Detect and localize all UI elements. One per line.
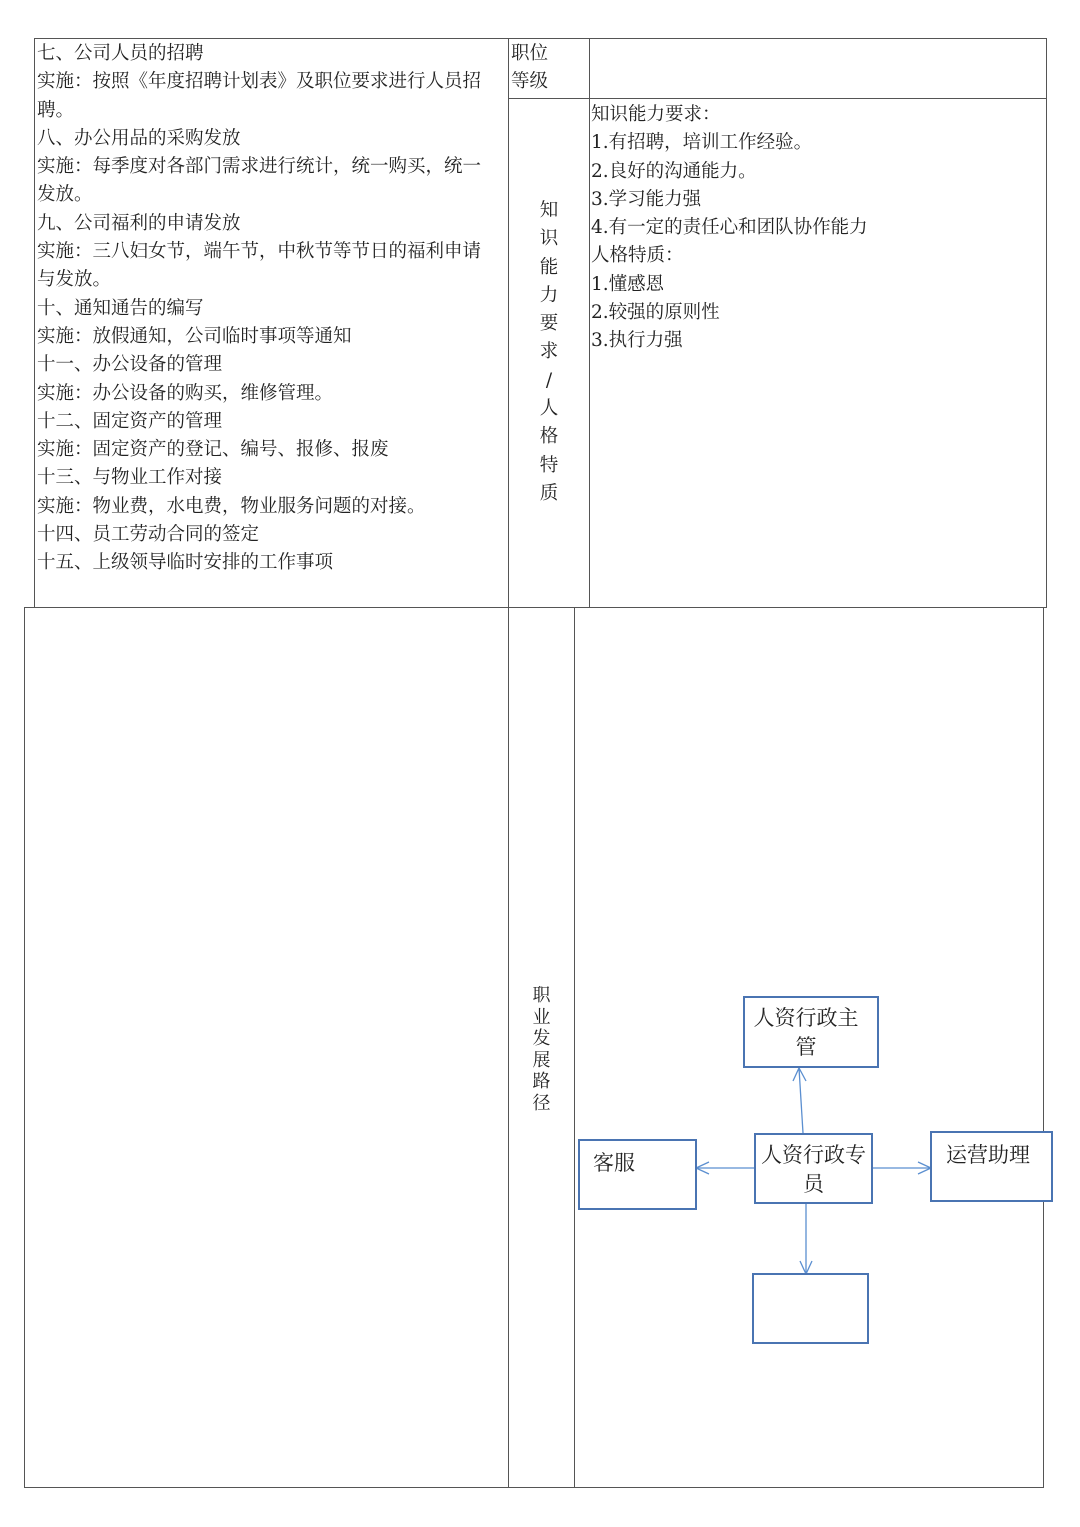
requirement-line: 1.有招聘，培训工作经验。 bbox=[591, 132, 813, 154]
duty-line: 八、办公用品的采购发放 bbox=[37, 127, 241, 149]
requirement-line: 2.良好的沟通能力。 bbox=[591, 160, 757, 182]
career-node-center bbox=[754, 1133, 873, 1204]
duty-line: 十一、办公设备的管理 bbox=[37, 354, 223, 376]
requirement-line: 3.学习能力强 bbox=[591, 188, 702, 210]
career-node-right-label: 运营助理 bbox=[946, 1143, 1030, 1167]
requirements-label-char: 格 bbox=[539, 426, 559, 448]
requirements-label-char: 识 bbox=[539, 228, 559, 250]
career-node-center-label: 人资行政专员 bbox=[761, 1143, 866, 1196]
requirement-line: 2.较强的原则性 bbox=[591, 302, 720, 324]
duty-line: 实施：办公设备的购买，维修管理。 bbox=[37, 382, 334, 404]
duty-line: 实施：每季度对各部门需求进行统计，统一购买，统一 bbox=[37, 156, 482, 178]
requirements-label-char: 特 bbox=[539, 454, 559, 476]
duty-line: 实施：放假通知，公司临时事项等通知 bbox=[37, 325, 352, 347]
duty-line: 十、通知通告的编写 bbox=[37, 297, 204, 319]
career-node-up-label: 人资行政主管 bbox=[753, 1006, 859, 1059]
duty-line: 聘。 bbox=[37, 99, 75, 121]
requirements-label-char: 能 bbox=[539, 256, 559, 278]
duty-line: 七、公司人员的招聘 bbox=[37, 43, 204, 64]
career-node-up bbox=[743, 996, 879, 1068]
duty-line: 十四、员工劳动合同的签定 bbox=[37, 524, 260, 546]
requirement-line: 1.懂感恩 bbox=[591, 273, 665, 295]
requirement-line: 3.执行力强 bbox=[591, 330, 683, 352]
requirements-label-char: 力 bbox=[539, 284, 559, 306]
duty-line: 实施：固定资产的登记、编号、报修、报废 bbox=[37, 439, 389, 461]
career-label-char: 路 bbox=[532, 1071, 551, 1092]
duty-line: 实施：三八妇女节，端午节，中秋节等节日的福利申请 bbox=[37, 241, 482, 263]
career-label-char: 径 bbox=[532, 1092, 551, 1114]
requirement-line: 知识能力要求： bbox=[591, 104, 721, 125]
career-label-char: 业 bbox=[532, 1006, 551, 1028]
duty-line: 发放。 bbox=[37, 184, 93, 206]
duty-line: 九、公司福利的申请发放 bbox=[37, 212, 241, 234]
requirement-line: 人格特质： bbox=[591, 245, 684, 267]
duty-line: 与发放。 bbox=[37, 269, 112, 291]
career-label-char: 职 bbox=[532, 985, 551, 1006]
level-label-line: 等级 bbox=[511, 71, 549, 93]
requirements-label-char: 求 bbox=[539, 341, 559, 363]
career-node-right bbox=[930, 1131, 1053, 1202]
requirements-label-char: / bbox=[545, 369, 553, 391]
requirements-label-char: 要 bbox=[539, 313, 559, 335]
duty-line: 十五、上级领导临时安排的工作事项 bbox=[37, 552, 334, 574]
requirements-label-char: 人 bbox=[539, 398, 559, 420]
career-label-char: 展 bbox=[532, 1049, 551, 1071]
requirements-label-char: 知 bbox=[539, 200, 559, 221]
career-node-left bbox=[578, 1139, 697, 1210]
requirement-line: 4.有一定的责任心和团队协作能力 bbox=[591, 217, 868, 239]
duty-line: 十二、固定资产的管理 bbox=[37, 410, 223, 432]
career-node-left-label: 客服 bbox=[593, 1151, 635, 1175]
career-node-down bbox=[752, 1273, 869, 1344]
duty-line: 实施：按照《年度招聘计划表》及职位要求进行人员招 bbox=[37, 71, 482, 93]
arrow-up bbox=[799, 1068, 803, 1133]
career-label-char: 发 bbox=[532, 1028, 551, 1049]
duty-line: 十三、与物业工作对接 bbox=[37, 467, 223, 489]
requirements-label-char: 质 bbox=[539, 482, 559, 504]
level-label-line: 职位 bbox=[511, 43, 549, 64]
duty-line: 实施：物业费，水电费，物业服务问题的对接。 bbox=[37, 495, 426, 517]
